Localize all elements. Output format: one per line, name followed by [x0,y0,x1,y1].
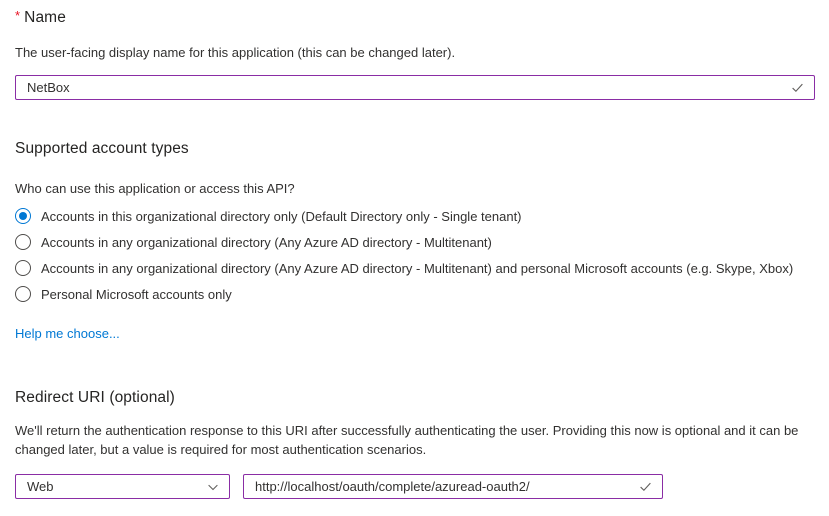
radio-option-multitenant-personal[interactable] [15,255,825,281]
radio-option-personal-only[interactable] [15,281,825,307]
redirect-uri-input[interactable] [255,479,638,494]
account-types-radio-group [15,203,825,307]
name-input-wrapper [15,75,815,100]
redirect-uri-input-wrapper [243,474,663,499]
radio-option-label: Accounts in any organizational directory (Any Azure AD directory - Multitenant) and personal Microsoft accounts (e.g. Skype, Xbox) [41,260,794,276]
redirect-uri-description: We'll return the authentication response to this URI after successfully authenticating the user. Providing this now is optional and it can be changed later, but a value is required for most authentication scenarios. [15,423,799,457]
platform-select-value: Web [27,479,54,494]
radio-option-single-tenant[interactable] [15,203,825,229]
redirect-uri-row [15,474,663,499]
required-asterisk: * [15,8,21,23]
account-types-section-title: Supported account types [15,140,189,157]
name-section-title-text: Name [24,9,66,26]
radio-option-multitenant[interactable] [15,229,825,255]
chevron-down-icon [206,480,220,494]
account-types-question: Who can use this application or access this API? [15,181,295,196]
checkmark-icon [638,479,653,494]
checkmark-icon [790,80,805,95]
name-input[interactable] [27,80,790,95]
redirect-uri-section-title: Redirect URI (optional) [15,389,175,406]
radio-option-label: Personal Microsoft accounts only [41,286,232,302]
name-description: The user-facing display name for this application (this can be changed later). [15,45,456,60]
name-section-title [15,8,66,27]
radio-button-icon [15,286,31,302]
radio-button-icon [15,260,31,276]
radio-option-label: Accounts in this organizational directory only (Default Directory only - Single tenant) [41,208,522,224]
help-me-choose-link[interactable]: Help me choose... [15,326,120,341]
radio-option-label: Accounts in any organizational directory (Any Azure AD directory - Multitenant) [41,234,492,250]
radio-button-icon [15,208,31,224]
radio-button-icon [15,234,31,250]
platform-select-dropdown[interactable] [15,474,230,499]
